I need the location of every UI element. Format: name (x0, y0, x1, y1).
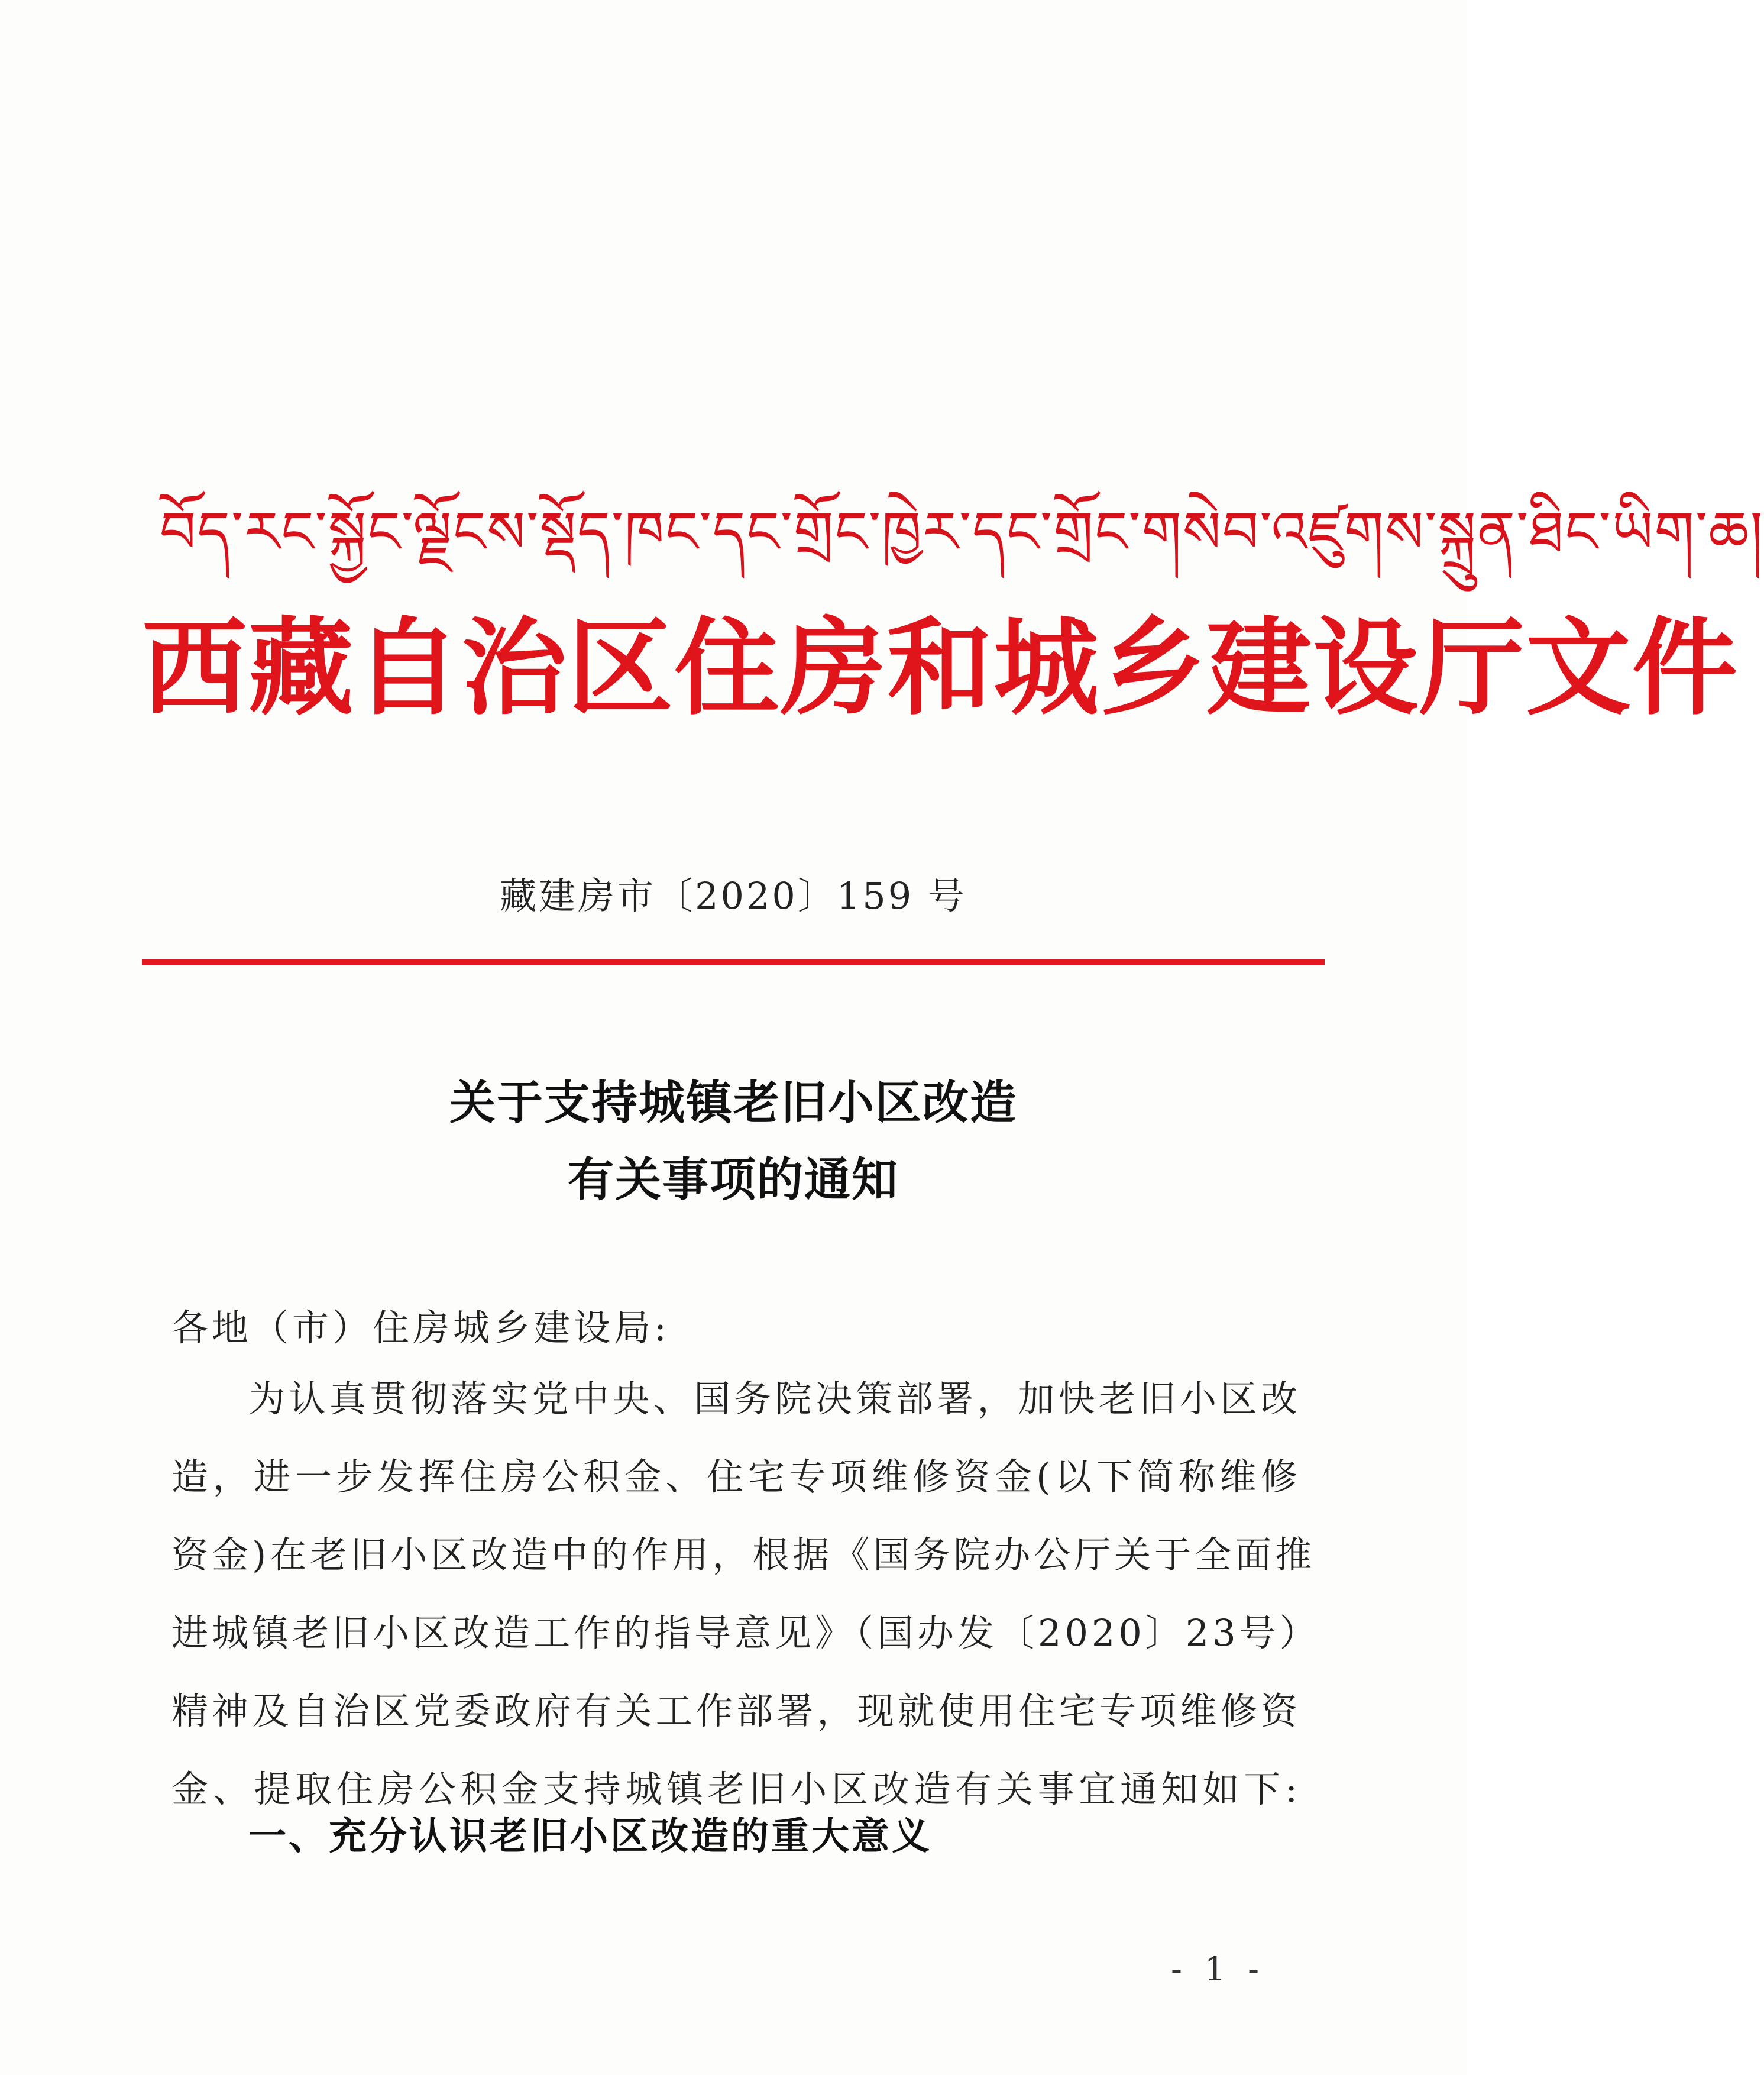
body-paragraph (171, 1372, 1320, 1841)
body-line: 精神及自治区党委政府有关工作部署，现就使用住宅专项维修资 (171, 1689, 1301, 1733)
body-line: 进城镇老旧小区改造工作的指导意见》（国办发〔2020〕23号） (171, 1611, 1320, 1654)
body-line: 造，进一步发挥住房公积金、住宅专项维修资金(以下简称维修 (171, 1455, 1301, 1498)
notice-title-line-2: 有关事项的通知 (567, 1153, 899, 1207)
body-line: 为认真贯彻落实党中央、国务院决策部署，加快老旧小区改 (248, 1377, 1301, 1420)
notice-title (0, 1065, 1467, 1219)
issuing-authority-title: 西藏自治区住房和城乡建设厅文件 (142, 607, 1739, 729)
body-line: 金、提取住房公积金支持城镇老旧小区改造有关事宜通知如下: (171, 1767, 1301, 1811)
body-line: 资金)在老旧小区改造中的作用，根据《国务院办公厅关于全面推 (171, 1533, 1316, 1576)
notice-title-line-1: 关于支持城镇老旧小区改造 (449, 1077, 1017, 1130)
addressee: 各地（市）住房城乡建设局: (171, 1306, 670, 1349)
tibetan-header-title: བོད་རང་སྐྱོང་ལྗོངས་སྡོད་ཁང་དང་གྲོང་ཁྱེར་དང་གྲོང་གསེབ་འཛུགས་སྐྲུན་ཐིང་ཡིག་ཆ། (160, 499, 1764, 565)
page-number: - 1 - (1171, 1950, 1265, 1989)
document-number: 藏建房市〔2020〕159 号 (500, 874, 967, 917)
section-heading: 一、充分认识老旧小区改造的重大意义 (248, 1815, 932, 1859)
red-separator-line (142, 959, 1325, 965)
